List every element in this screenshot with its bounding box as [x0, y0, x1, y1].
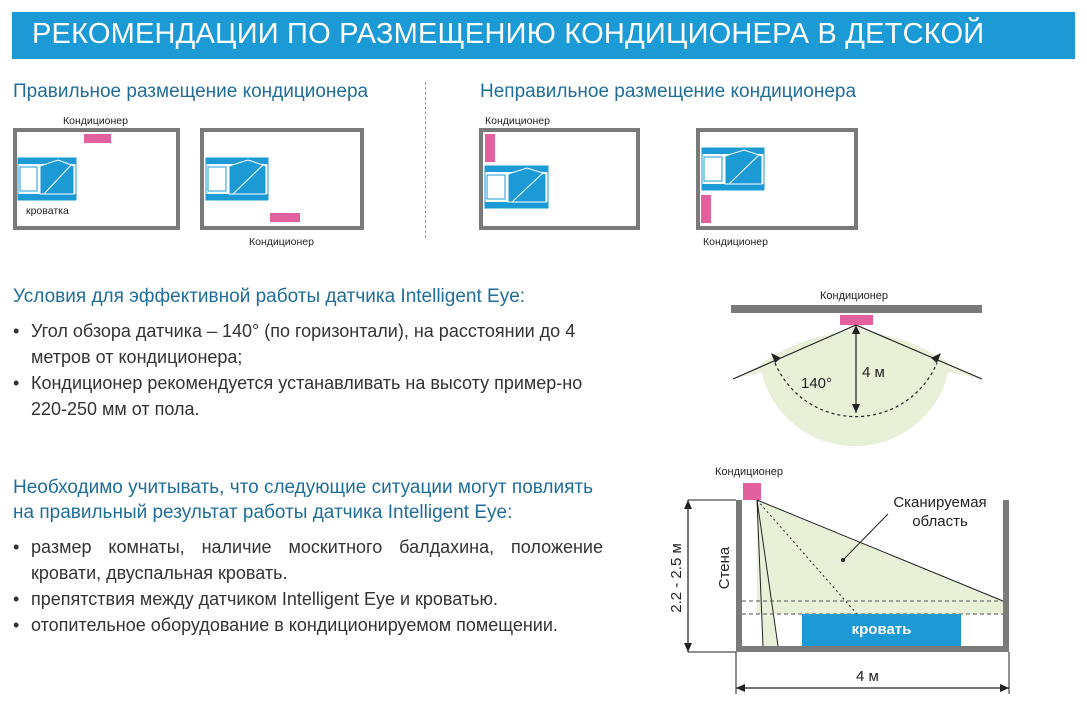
- sensor-conditions-title: Условия для эффективной работы датчика Intelligent Eye:: [13, 286, 526, 307]
- list-item: • препятствия между датчиком Intelligent Eye и кроватью.: [13, 586, 603, 612]
- floor: [736, 646, 1009, 652]
- ac-label: Кондиционер: [820, 290, 889, 302]
- ac-label: Кондиционер: [63, 115, 128, 127]
- scan-area-label-1: Сканируемая: [893, 494, 987, 511]
- correct-placement-title: Правильное размещение кондиционера: [13, 81, 369, 102]
- wall-label: Стена: [716, 546, 733, 590]
- incorrect-placement-title: Неправильное размещение кондиционера: [480, 81, 857, 102]
- distance-label: 4 м: [862, 364, 885, 381]
- list-item: • Кондиционер рекомендуется устанавливать на высоту пример-но 220-250 мм от пола.: [13, 370, 613, 422]
- angle-label: 140°: [801, 375, 833, 392]
- factors-title: Необходимо учитывать, что следующие ситуации могут повлиять на правильный результат работы датчика Intelligent Eye:: [13, 477, 594, 523]
- ac-label: Кондиционер: [249, 236, 314, 248]
- ac-label: Кондиционер: [715, 466, 784, 478]
- list-item: • размер комнаты, наличие москитного балдахина, положение кровати, двуспальная кровать.: [13, 534, 603, 586]
- list-item: • Угол обзора датчика – 140° (по горизонтали), на расстоянии до 4 метров от кондиционера;: [13, 318, 613, 370]
- width-label: 4 м: [856, 668, 879, 685]
- ac-label: Кондиционер: [703, 236, 768, 248]
- page-title: РЕКОМЕНДАЦИИ ПО РАЗМЕЩЕНИЮ КОНДИЦИОНЕРА В ДЕТСКОЙ: [32, 18, 985, 50]
- bed-label: кровать: [851, 621, 912, 638]
- scan-area-label-2: область: [912, 513, 968, 530]
- list-item: • отопительное оборудование в кондиционируемом помещении.: [13, 612, 603, 638]
- wall-left: [736, 500, 742, 652]
- air-conditioner-unit: [743, 483, 761, 500]
- ac-label: Кондиционер: [485, 115, 550, 127]
- crib-label: кроватка: [26, 205, 69, 217]
- height-label: 2.2 - 2.5 м: [668, 543, 685, 613]
- wall-right: [1003, 500, 1009, 652]
